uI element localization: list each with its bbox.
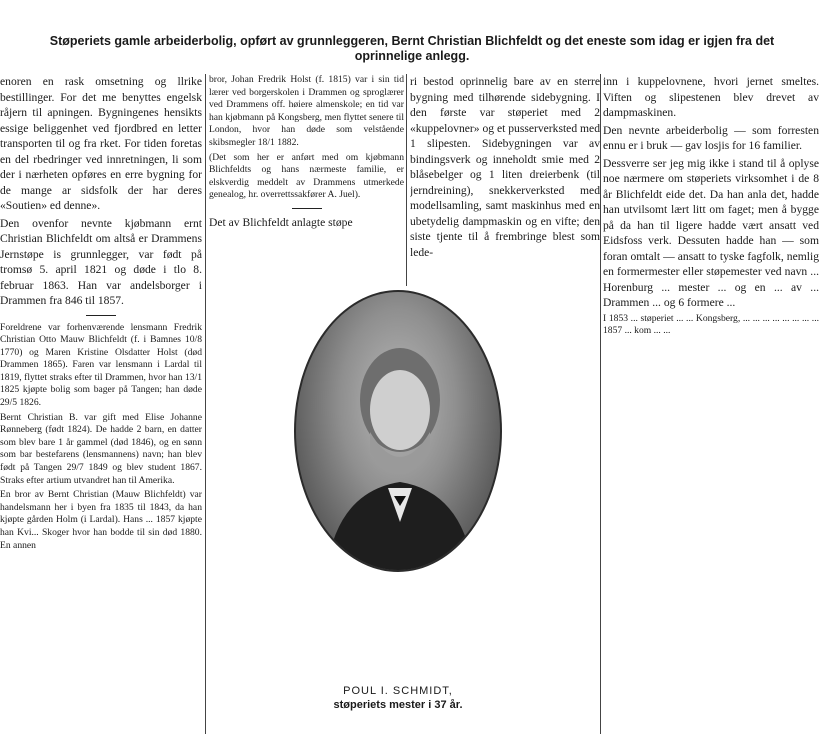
caption-role: støperiets mester i 37 år. <box>333 699 463 711</box>
page-header <box>20 34 804 64</box>
article-column-2 <box>209 74 404 286</box>
header-line-2: oprinnelige anlegg. <box>354 49 470 63</box>
section-rule <box>86 315 116 316</box>
portrait-photo <box>294 290 502 572</box>
paragraph: Dessverre ser jeg mig ikke i stand til å oplyse noe nærmere om støperiets virksomhet i de 8 år Blichfeldt eide det. Da han anla det, hadde han utvilsomt lært litt om faget; men å bygge på da han til ligere hadde vært ansatt ved Eidsfoss verk. Dessuten hadde han — som foran omtalt — ansatt to tyske fagfolk, nemlig en formermester eller støpemester ved navn ... Horenburg ... mester ... og en ... av ... Drammen ... og 6 formere ... <box>603 156 819 309</box>
paragraph: enoren en rask omsetning og llrike bestillinger. For det me benyttes engelsk råjern til apningen. Bygningenes hensikts essige beliggenhet ved fjordbred en letter transporten til og fra rket. For tiden foretas en del rbedringer ved innretningen, li som der i nærheten opføres en erre bygning for de mange ar sidsfolk der har deres «Soutien» ed denne». <box>0 75 202 212</box>
header-line-1: Støperiets gamle arbeiderbolig, opført av grunnleggeren, Bernt Christian Blichfeldt og det eneste som idag er igjen fra det <box>49 34 775 48</box>
paragraph: Den nevnte arbeiderbolig — som forresten ennu er i bruk — gav losjis for 16 familier. <box>603 123 819 152</box>
photo-caption <box>294 684 502 712</box>
paragraph: Bernt Christian B. var gift med Elise Johanne Rønneberg (født 1824). De hadde 2 barn, en datter som blev bare 1 år gammel (død 1846), og en sønn som bar bestefarens (lensmannens) navn; han blev født på Tangen 29/7 1849 og blev student 1867. Straks efter artium utvandret han til Amerika. <box>0 411 202 486</box>
paragraph: Foreldrene var forhenværende lensmann Fredrik Christian Otto Mauw Blichfeldt (f. i Bamnes 10/8 1770) og Maren Kristine Olsdatter Holst (død Drammen 1865). Faren var lensmann i Lardal til 1819, flyttet straks efter til Drammen, hvor han 13/1 1825 kjøpte bolig som bager på Tangen; han døde 29/5 1826. <box>0 321 202 409</box>
caption-name: POUL I. SCHMIDT, <box>343 685 453 697</box>
column-divider <box>406 74 407 286</box>
article-column-4 <box>603 74 819 724</box>
footnote-block <box>0 322 202 553</box>
paragraph: inn i kuppelovnene, hvori jernet smeltes. Viften og slipestenen blev drevet av dampmaskinen. <box>603 75 819 119</box>
paragraph: (Det som her er anført med om kjøbmann Blichfeldts og hans nærmeste familie, er elskverdig meddelt av Drammens utmerkede genealog, hr. overrettssakfører A. Juel). <box>209 151 404 201</box>
paragraph: Det av Blichfeldt anlagte støpe <box>209 215 353 229</box>
column-divider <box>205 74 206 734</box>
paragraph: En bror av Bernt Christian (Mauw Blichfeldt) var handelsmann her i byen fra 1835 til 1843, da han kjøpte gården Holm (i Lardal). Hans ... 1857 kjøpte han Kvi... Skoger hvor han bodde til sin død 1880. En annen <box>0 489 202 551</box>
paragraph: ri bestod oprinnelig bare av en sterre bygning med tilhørende sidebygning. I den første var støperiet med 2 «kuppelovner» og et pusserverksted med 1 slipesten. Sidebygningen var av bindingsverk og inneholdt smie med 2 blåsebelger og 1 liten dreierbenk (til jerndreining), snekkerverksted med modellsamling, samt maskinhus med en ubetydelig dampmaskin og en vifte; den siste tjente til å frembringe blest som lede- <box>410 75 600 259</box>
article-column-1 <box>0 74 202 554</box>
column-divider <box>600 74 601 734</box>
portrait-oval-frame <box>294 290 502 572</box>
article-column-3 <box>410 74 600 286</box>
paragraph: I 1853 ... støperiet ... ... Kongsberg, ... ... ... ... ... ... ... ... 1857 ... kom ... ... <box>603 312 819 337</box>
paragraph: Den ovenfor nevnte kjøbmann ernt Christian Blichfeldt om altså er Drammens Jernstøpe is grunnlegger, var født på tromsø 5. april 1821 og døde i tlo 8. februar 1863. Han var andelsborger i Drammen fra 846 til 1857. <box>0 216 202 307</box>
portrait-figure <box>296 292 502 572</box>
section-rule <box>292 208 322 209</box>
paragraph: bror, Johan Fredrik Holst (f. 1815) var i sin tid lærer ved borgerskolen i Drammen og sproglærer ved Drammens off. høiere almenskole; en tid var han kjøbmann på Kongsberg, men flyttet senere til London, hvor han døde som velstående skibsmegler 18/1 1882. <box>209 74 404 148</box>
